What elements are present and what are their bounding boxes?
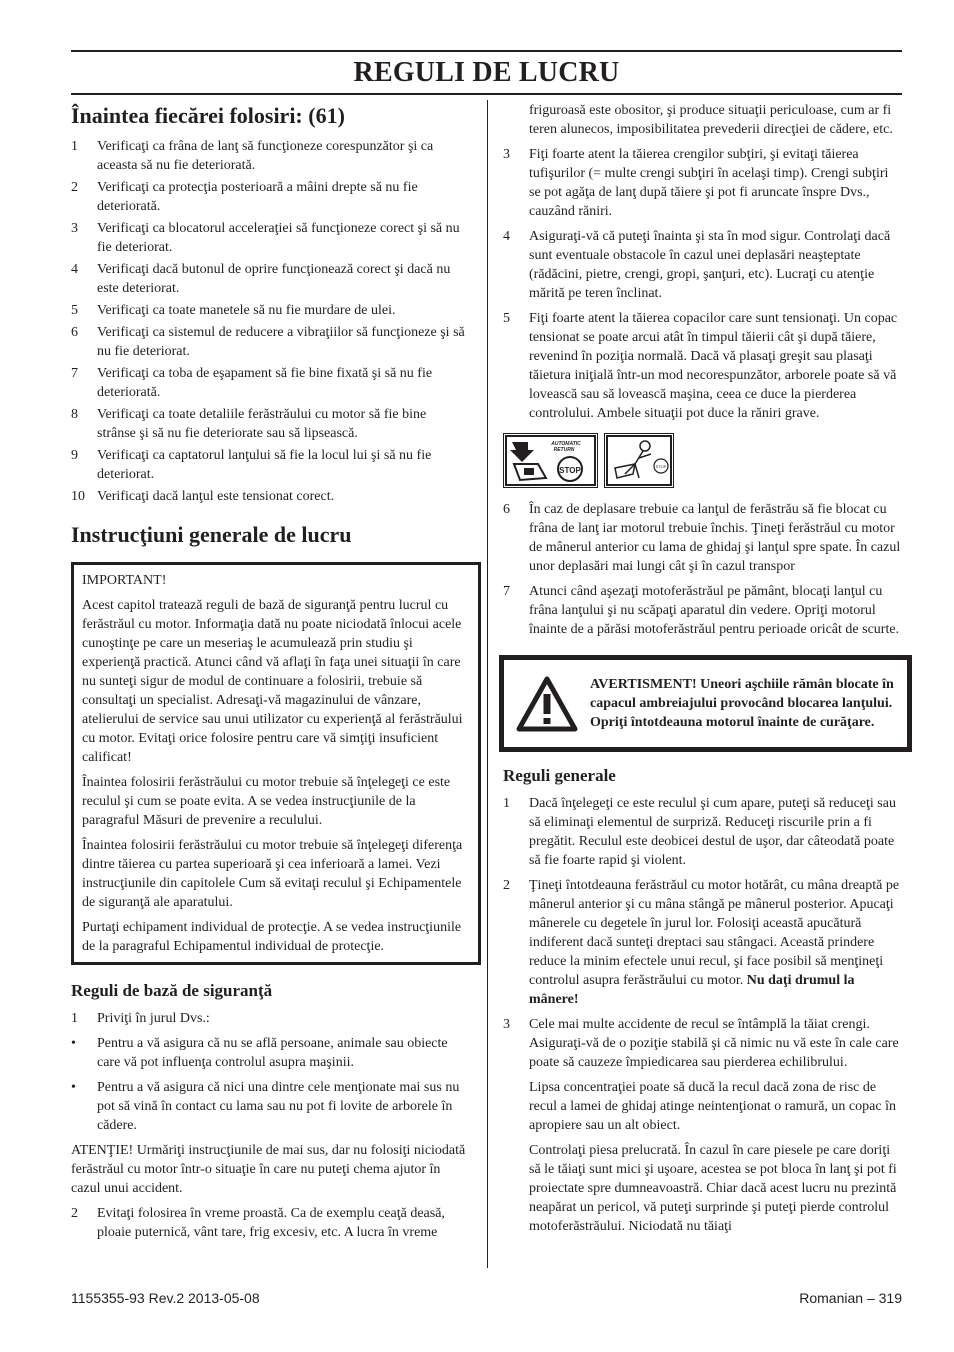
- rule-item: 7 Atunci când aşezaţi motoferăstrăul pe pământ, blocaţi lanţul cu frâna lanţului şi nu scăpaţi aparatul din vedere. Opriţi motorul înainte de a părăsi motoferăstrăul pentru perioade oricât de scurte.: [503, 584, 900, 637]
- header-rule-bottom: [71, 93, 902, 95]
- left-column: [71, 101, 467, 1242]
- page-title: REGULI DE LUCRU: [353, 57, 620, 88]
- checklist-item: 8 Verificaţi ca toate detaliile ferăstrăului cu motor să fie bine strânse şi să nu fie deteriorate sau să lipsească.: [71, 407, 427, 441]
- checklist-item: 3 Verificaţi ca blocatorul acceleraţiei să funcţioneze corect şi să nu fie deteriorat.: [71, 221, 460, 255]
- rule-item: 2 Ţineţi întotdeauna ferăstrăul cu motor hotărât, cu mâna dreaptă pe mânerul anterior şi cu mâna stângă pe mânerul posterior. Apucaţi mânerele cu degetele în jurul lor. Folosiţi această apucătură indiferent dacă sunteţi dreptaci sau stângaci. Această prindere reduce la minim efectele unui recul, şi face posibil să menţineţi controlul asupra ferăstrăului cu motor. Nu daţi drumul la mânere!: [503, 878, 900, 1007]
- warning-text: AVERTISMENT! Uneori aşchiile rămân blocate în capacul ambreiajului provocând blocarea lanţului. Opriţi întotdeauna motorul înainte de curăţare.: [590, 677, 894, 730]
- checklist-item: 4 Verificaţi dacă butonul de oprire funcţionează corect şi dacă nu este deteriorat.: [71, 262, 451, 296]
- rule-item: 4 Asiguraţi-vă că puteţi înainta şi sta în mod sigur. Controlaţi dacă sunt eventuale obstacole în cazul unei deplasări neaşteptate (rădăcini, pietre, crengi, gropi, şanţuri, etc). Lucraţi cu atenţie mărită pe teren înclinat.: [503, 229, 891, 301]
- svg-text:RETURN: RETURN: [553, 447, 575, 453]
- important-paragraph: Înaintea folosirii ferăstrăului cu motor trebuie să înţelegeţi ce este reculul şi cum se poate evita. A se vedea instrucţiunile de la paragraful Măsuri de prevenire a reculului.: [82, 775, 451, 828]
- footer-page-number: Romanian – 319: [799, 1290, 902, 1306]
- rule-item: 5 Fiţi foarte atent la tăierea copacilor care sunt tensionaţi. Un copac tensionat se poate arcui atât în timpul tăierii cât şi după tăiere, revenind în poziţia normală. Dacă vă plasaţi greşit sau plasaţi tăietura iniţială într-un mod necorespunzător, arborele poate să vă lovească sau să lovească maşina, ceea ce duce la pierderea controlului. Ambele situaţii pot duce la răniri grave.: [503, 311, 898, 421]
- svg-text:STOP: STOP: [655, 464, 667, 469]
- bullet-item: • Pentru a vă asigura că nici una dintre cele menţionate mai sus nu pot să vină în contact cu lama sau nu pot fi lovite de arborele în cădere.: [71, 1080, 460, 1133]
- rule-item: 1 Priviţi în jurul Dvs.:: [71, 1011, 210, 1026]
- rule-item: 3 Cele mai multe accidente de recul se întâmplă la tăiat crengi. Asiguraţi-vă de o poziţie stabilă şi că nimic nu vă este în cale care poate să cauzeze împiedicarea sau pierderea echilibrului.: [503, 1017, 899, 1070]
- subheading-general-rules: Reguli generale: [503, 766, 616, 785]
- warning-box: [499, 655, 912, 752]
- checklist: [71, 137, 467, 506]
- important-box: [71, 562, 481, 965]
- important-paragraph: Purtaţi echipament individual de protecţie. A se vedea instrucţiunile de la paragraful Echipamentul individual de protecţie.: [82, 920, 462, 954]
- checklist-item: 7 Verificaţi ca toba de eşapament să fie bine fixată şi să nu fie deteriorată.: [71, 366, 433, 400]
- rule-item: 6 În caz de deplasare trebuie ca lanţul de ferăstrău să fie blocat cu frâna de lanţ iar motorul trebuie închis. Ţineţi ferăstrăul cu motor de mânerul anterior cu lama de ghidaj şi lanţul spre spate. În cazul unor deplasări mai lungi cât şi în cazul transpor: [503, 502, 901, 574]
- transport-pictogram: [604, 433, 674, 488]
- important-label: IMPORTANT!: [82, 573, 167, 588]
- footer-doc-id: 1155355-93 Rev.2 2013-05-08: [71, 1290, 260, 1306]
- carry-saw-icon: [605, 434, 673, 487]
- svg-text:AUTOMATIC: AUTOMATIC: [551, 441, 581, 447]
- important-paragraph: Înaintea folosirii ferăstrăului cu motor trebuie să înţelegeţi diferenţa dintre tăierea cu partea superioară şi cea inferioară a lamei. Vezi instrucţiunile din capitolele Cum să evitaţi reculul şi Echipamentele de siguranţă ale aparatului.: [82, 838, 463, 910]
- column-divider: [487, 100, 488, 1268]
- section-heading-general-instructions: Instrucţiuni generale de lucru: [71, 522, 352, 547]
- rule-item: 1 Dacă înţelegeţi ce este reculul şi cum apare, puteţi să reduceţi sau să eliminaţi elementul de surpriză. Reduceţi riscurile prin a fi pregătit. Reculul este deobicei destul de uşor, dar câteodată poate să fie foarte rapid şi violent.: [503, 796, 896, 868]
- checklist-item: 6 Verificaţi ca sistemul de reducere a vibraţiilor să funcţioneze şi să nu fie deteriorat.: [71, 325, 465, 359]
- rule-item: 2 Evitaţi folosirea în vreme proastă. Ca de exemplu ceaţă deasă, ploaie puternică, vânt tare, frig excesiv, etc. A lucra în vreme: [71, 1206, 445, 1240]
- header-rule-top: [71, 50, 902, 52]
- rule-item: 3 Fiţi foarte atent la tăierea crengilor subţiri, şi evitaţi tăierea tufişurilor (= multe crengi subţiri în acelaşi timp). Crengi subţiri se pot agăţa de lanţ după tăiere şi pot fi aruncate înspre Dvs., cauzând răniri.: [503, 147, 889, 219]
- warning-triangle-icon: [504, 676, 590, 732]
- checklist-item: 9 Verificaţi ca captatorul lanţului să fie la locul lui şi să nu fie deteriorat.: [71, 448, 432, 482]
- continued-text: friguroasă este obositor, şi produce situaţii periculoase, cum ar fi teren alunecos, imposibilitatea prevederii direcţiei de cădere, etc.: [529, 103, 893, 137]
- section-heading-before-use: Înaintea fiecărei folosiri: (61): [71, 103, 345, 128]
- rule-paragraph: Controlaţi piesa prelucrată. În cazul în care piesele pe care doriţi să le tăiaţi sunt mici şi uşoare, acestea se pot bloca în lanţ şi pot fi proiectate spre dumneavoastră. Chiar dacă acest lucru nu prezintă neapărat un pericol, vă puteţi surprinde şi puteţi pierde controlul motoferăstrăului. Niciodată nu tăiaţi: [529, 1143, 897, 1234]
- chain-brake-icon: [504, 434, 597, 487]
- checklist-item: 1 Verificaţi ca frâna de lanţ să funcţioneze corespunzător şi ca aceasta să nu fie deteriorată.: [71, 139, 434, 173]
- checklist-item: 5 Verificaţi ca toate manetele să nu fie murdare de ulei.: [71, 303, 396, 318]
- bullet-item: • Pentru a vă asigura că nu se află persoane, animale sau obiecte care vă pot influenţa controlul asupra maşinii.: [71, 1036, 448, 1070]
- attention-paragraph: ATENŢIE! Urmăriţi instrucţiunile de mai sus, dar nu folosiţi niciodată ferăstrăul cu motor într-o situaţie în care nu puteţi chema ajutor în cazul unui accident.: [71, 1143, 466, 1196]
- right-column: [503, 101, 903, 1236]
- pictogram-row: [503, 433, 903, 488]
- bold-emphasis: Nu daţi drumul la mânere!: [529, 973, 855, 1007]
- subheading-basic-safety-rules: Reguli de bază de siguranţă: [71, 981, 273, 1000]
- svg-text:STOP: STOP: [559, 466, 581, 475]
- chain-brake-pictogram: [503, 433, 598, 488]
- checklist-item: 2 Verificaţi ca protecţia posterioară a mâini drepte să nu fie deteriorată.: [71, 180, 418, 214]
- rule-paragraph: Lipsa concentraţiei poate să ducă la recul dacă zona de risc de recul a lamei de ghidaj atinge neintenţionat o ramură, un copac în apropiere sau un alt obiect.: [529, 1080, 896, 1133]
- important-paragraph: Acest capitol tratează reguli de bază de siguranţă pentru lucrul cu ferăstrăul cu motor. Informaţia dată nu poate niciodată înlocui acele cunoştinţe pe care un meseriaş le acumulează prin studiu şi experienţă practică. Atunci când vă aflaţi în faţa unei situaţii în care nu sunteţi sigur de modul de continuare a folosirii, trebuie să consultaţi un specialist. Adresaţi-vă magazinului de vânzare, atelierului de service sau unui utilizator cu experienţă al ferăstrăului cu motor. Evitaţi orice folosire pentru care vă simţiţi insuficient calificat!: [82, 598, 463, 765]
- checklist-item: 10 Verificaţi dacă lanţul este tensionat corect.: [71, 489, 335, 504]
